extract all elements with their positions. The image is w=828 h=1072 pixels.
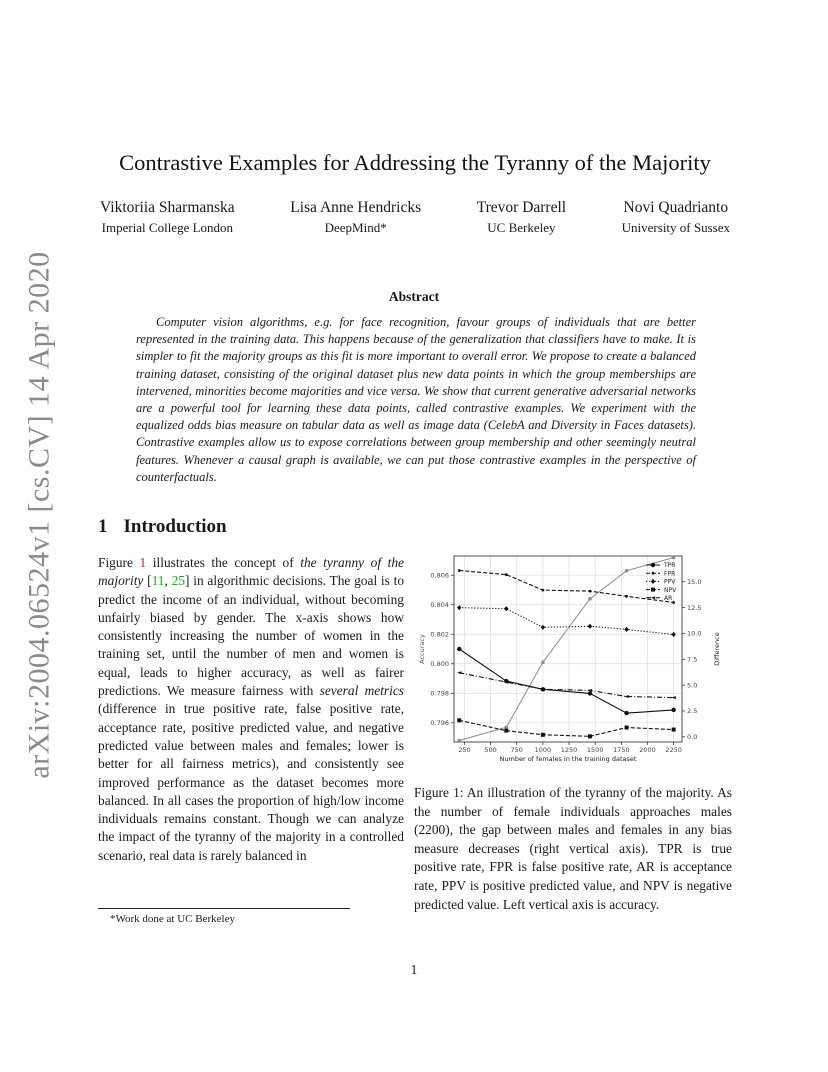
author-3 (477, 198, 566, 238)
x-tick-label: 500 (484, 746, 497, 754)
y2-tick-label: 0.0 (687, 733, 698, 742)
legend-tpr-marker (651, 563, 655, 567)
y-axis-label: Accuracy (418, 634, 426, 664)
author-list (100, 198, 730, 238)
x-tick-label: 1250 (560, 746, 578, 754)
figure-1-chart (414, 548, 734, 770)
y-tick-label: 0.802 (430, 630, 449, 639)
text-run: ] in algorithmic decisions. The goal is to predict the income of an individual, without becoming unfairly biased by gender. The x-axis shows how consistently increasing the number of women in the training set, until the number of men and women is equal, leads to higher accuracy, as well as fairer predictions. We measure fairness with (98, 573, 405, 699)
x-tick-label: 1750 (613, 746, 630, 754)
text-run: illustrates the concept of (146, 555, 301, 570)
ppv-point (457, 605, 461, 610)
ar-point (457, 671, 461, 674)
ppv-point (504, 606, 508, 611)
text-run: Figure (98, 555, 140, 570)
legend-ar-marker (651, 596, 655, 599)
accuracy-point (672, 556, 676, 560)
y2-tick-label: 10.0 (687, 629, 702, 638)
ppv-point (671, 632, 675, 637)
y-tick-label: 0.796 (430, 719, 449, 728)
x-tick-label: 2000 (639, 746, 656, 754)
text-run: (difference in true positive rate, false positive rate, acceptance rate, positive predicted value, and negative predicted value between males and females; lower is better for all fairness metrics), and consistently see improved performance as the dataset becomes more balanced. In all cases the proportion of high/low income individuals remains constant. Though we can analyze the impact of the tyranny of the majority in a controlled scenario, real data is rarely balanced in (98, 701, 404, 863)
npv-point (457, 718, 461, 722)
fpr-point (589, 590, 592, 593)
tpr-point (671, 708, 675, 712)
abstract-text: Computer vision algorithms, e.g. for face recognition, favour groups of individuals that are better represented in the training data. This happens because of the generalization that classifiers have to make. It is simpler to fit the majority groups as this fit is more important to overall error. We propose to create a balanced training dataset, consisting of the original dataset plus new data points in which the group memberships are intervened, minorities become majorities and vice versa. We show that current generative adversarial networks are a powerful tool for learning these data points, called contrastive examples. We experiment with the equalized odds bias measure on tabular data as well as image data (CelebA and Diversity in Faces datasets). Contrastive examples allow us to expose correlations between group membership and other seemingly neutral features. Whenever a causal graph is available, we can put those contrastive examples in the perspective of counterfactuals. (136, 315, 696, 484)
paper-title: Contrastive Examples for Addressing the Tyranny of the Majority (119, 150, 711, 175)
accuracy-point (504, 725, 508, 729)
page-number: 1 (410, 962, 418, 977)
tpr-series-line (459, 649, 673, 713)
fpr-point (625, 595, 628, 598)
tpr-point (457, 647, 461, 651)
author-4 (622, 198, 730, 238)
y2-tick-label: 2.5 (687, 707, 698, 716)
y-tick-label: 0.804 (430, 600, 449, 609)
y-tick-label: 0.806 (430, 571, 449, 580)
y2-axis-label: Difference (713, 632, 721, 666)
author-name: Novi Quadrianto (623, 199, 729, 216)
x-tick-label: 1500 (586, 746, 604, 754)
ppv-point (624, 627, 628, 632)
footnote-rule (98, 908, 350, 909)
author-affiliation: UC Berkeley (487, 220, 556, 235)
x-tick-label: 1000 (534, 746, 552, 754)
text-run: , (164, 573, 172, 589)
arxiv-side-stamp (20, 251, 60, 779)
author-name: Trevor Darrell (476, 199, 567, 216)
text-run: [ (143, 573, 152, 589)
section-title: Introduction (123, 516, 227, 537)
author-1 (100, 198, 235, 238)
accuracy-point (457, 739, 461, 743)
x-axis-label: Number of females in the training dataset (499, 755, 637, 763)
chart-svg (414, 548, 734, 770)
legend-npv-label: NPV (664, 586, 677, 594)
x-tick-label: 2250 (665, 746, 682, 754)
legend-npv-marker (651, 588, 655, 592)
author-affiliation: DeepMind* (324, 220, 387, 235)
citation-link[interactable]: 11 (151, 573, 165, 589)
author-name: Viktoriia Sharmanska (100, 199, 235, 216)
npv-point (672, 728, 676, 732)
fpr-point (458, 569, 461, 572)
section-number: 1 (98, 516, 108, 537)
legend-ppv-label: PPV (664, 578, 676, 586)
emphasis-text: the tyranny of the majority (98, 555, 404, 589)
npv-point (625, 726, 629, 730)
y-tick-label: 0.798 (430, 689, 449, 698)
abstract-heading: Abstract (388, 289, 440, 304)
accuracy-line (459, 557, 676, 740)
legend-fpr-label: FPR (664, 570, 676, 578)
ar-point (624, 695, 628, 698)
fpr-point (672, 601, 675, 604)
author-name: Lisa Anne Hendricks (290, 199, 422, 216)
x-tick-label: 750 (510, 746, 523, 754)
author-2 (290, 198, 421, 238)
npv-point (588, 734, 592, 738)
tpr-point (624, 711, 628, 715)
fpr-point (541, 589, 544, 592)
legend-ar-label: AR (664, 595, 673, 602)
arxiv-identifier: arXiv:2004.06524v1 [cs.CV] 14 Apr 2020 (23, 251, 57, 779)
accuracy-point (541, 660, 545, 664)
ar-series-line (459, 673, 673, 698)
ppv-point (588, 624, 592, 629)
author-affiliation: University of Sussex (621, 220, 730, 235)
fpr-point (505, 573, 508, 576)
y2-tick-label: 7.5 (687, 655, 698, 664)
ppv-point (541, 625, 545, 630)
npv-point (541, 733, 545, 737)
citation-link[interactable]: 25 (171, 573, 186, 589)
legend-fpr-marker (652, 572, 655, 575)
y2-tick-label: 5.0 (687, 681, 698, 690)
section-heading (98, 516, 227, 538)
author-affiliation: Imperial College London (101, 220, 234, 235)
y-tick-label: 0.800 (430, 659, 449, 668)
legend-ppv-marker (651, 579, 655, 584)
accuracy-point (588, 597, 592, 601)
intro-paragraph (98, 554, 404, 865)
accuracy-point (625, 569, 629, 573)
y2-tick-label: 15.0 (687, 578, 702, 587)
figure-caption: Figure 1: An illustration of the tyranny of the majority. As the number of female individuals approaches males (2200), the gap between males and females in any bias measure decreases (right vertical axis). TPR is true positive rate, FPR is false positive rate, AR is acceptance rate, PPV is positive predicted value, and NPV is negative predicted value. Left vertical axis is accuracy. (414, 785, 732, 912)
npv-point (504, 729, 508, 733)
x-tick-label: 250 (458, 746, 471, 754)
y2-tick-label: 12.5 (687, 603, 702, 612)
legend-tpr-label: TPR (664, 562, 676, 570)
emphasis-text: several metrics (319, 683, 405, 699)
footnote: *Work done at UC Berkeley (110, 913, 235, 925)
figure-reference-link[interactable]: 1 (139, 555, 147, 570)
tpr-point (588, 691, 592, 695)
